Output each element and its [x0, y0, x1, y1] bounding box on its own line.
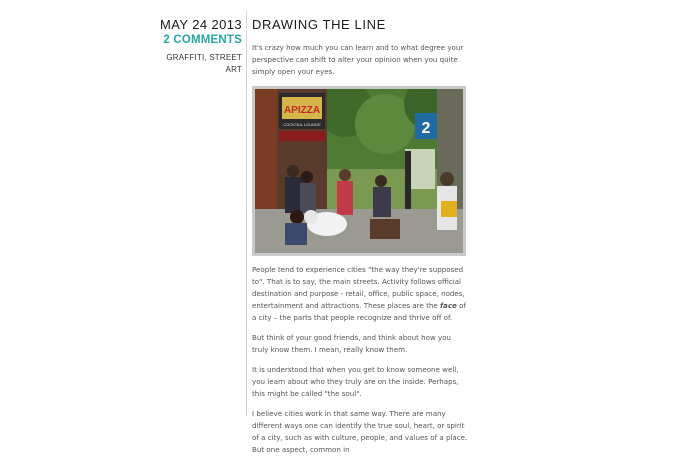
- post-meta: [150, 18, 242, 76]
- post-paragraph-2: But think of your good friends, and think about how you truly know them. I mean, really know them.: [252, 333, 452, 354]
- post-paragraph-3: It is understood that when you get to know someone well, you learn about who they truly are on the inside. Perhaps, this might be called "the soul".: [252, 365, 459, 398]
- post-intro: It's crazy how much you can learn and to what degree your perspective can shift to alter your opinion when you quite simply open your eyes.: [252, 43, 464, 76]
- post-tags[interactable]: GRAFFITI, STREET ART: [166, 53, 242, 74]
- sign-apizza-text: APIZZA: [283, 105, 321, 116]
- comments-link[interactable]: 2 COMMENTS: [163, 34, 242, 46]
- para1-before: People tend to experience cities "the way they're supposed to". That is to say, the main streets. Activity follows official destination and purpose - retail, office, public space, nodes, entertainment and attractions. These places are the: [252, 265, 465, 310]
- post-paragraph-4: I believe cities work in that same way. There are many different ways one can identify the true soul, heart, or spirit of a city, such as with culture, people, and values of a place. But one aspect, common in: [252, 409, 468, 454]
- para1-after: of a city – the parts that people recognize and thrive off of.: [252, 301, 466, 322]
- post-date: MAY 24 2013: [160, 17, 242, 32]
- sign-number-text: 2: [421, 120, 431, 137]
- street-scene-image: [255, 89, 463, 253]
- para1-emphasis: face: [439, 301, 457, 310]
- post-body: [252, 18, 468, 464]
- post-paragraph-1: [252, 264, 468, 324]
- sign-cocktail-text: COCKTAIL LOUNGE: [283, 122, 321, 127]
- post-title[interactable]: DRAWING THE LINE: [252, 17, 386, 32]
- column-divider: [246, 10, 247, 416]
- post-photo[interactable]: [252, 86, 466, 256]
